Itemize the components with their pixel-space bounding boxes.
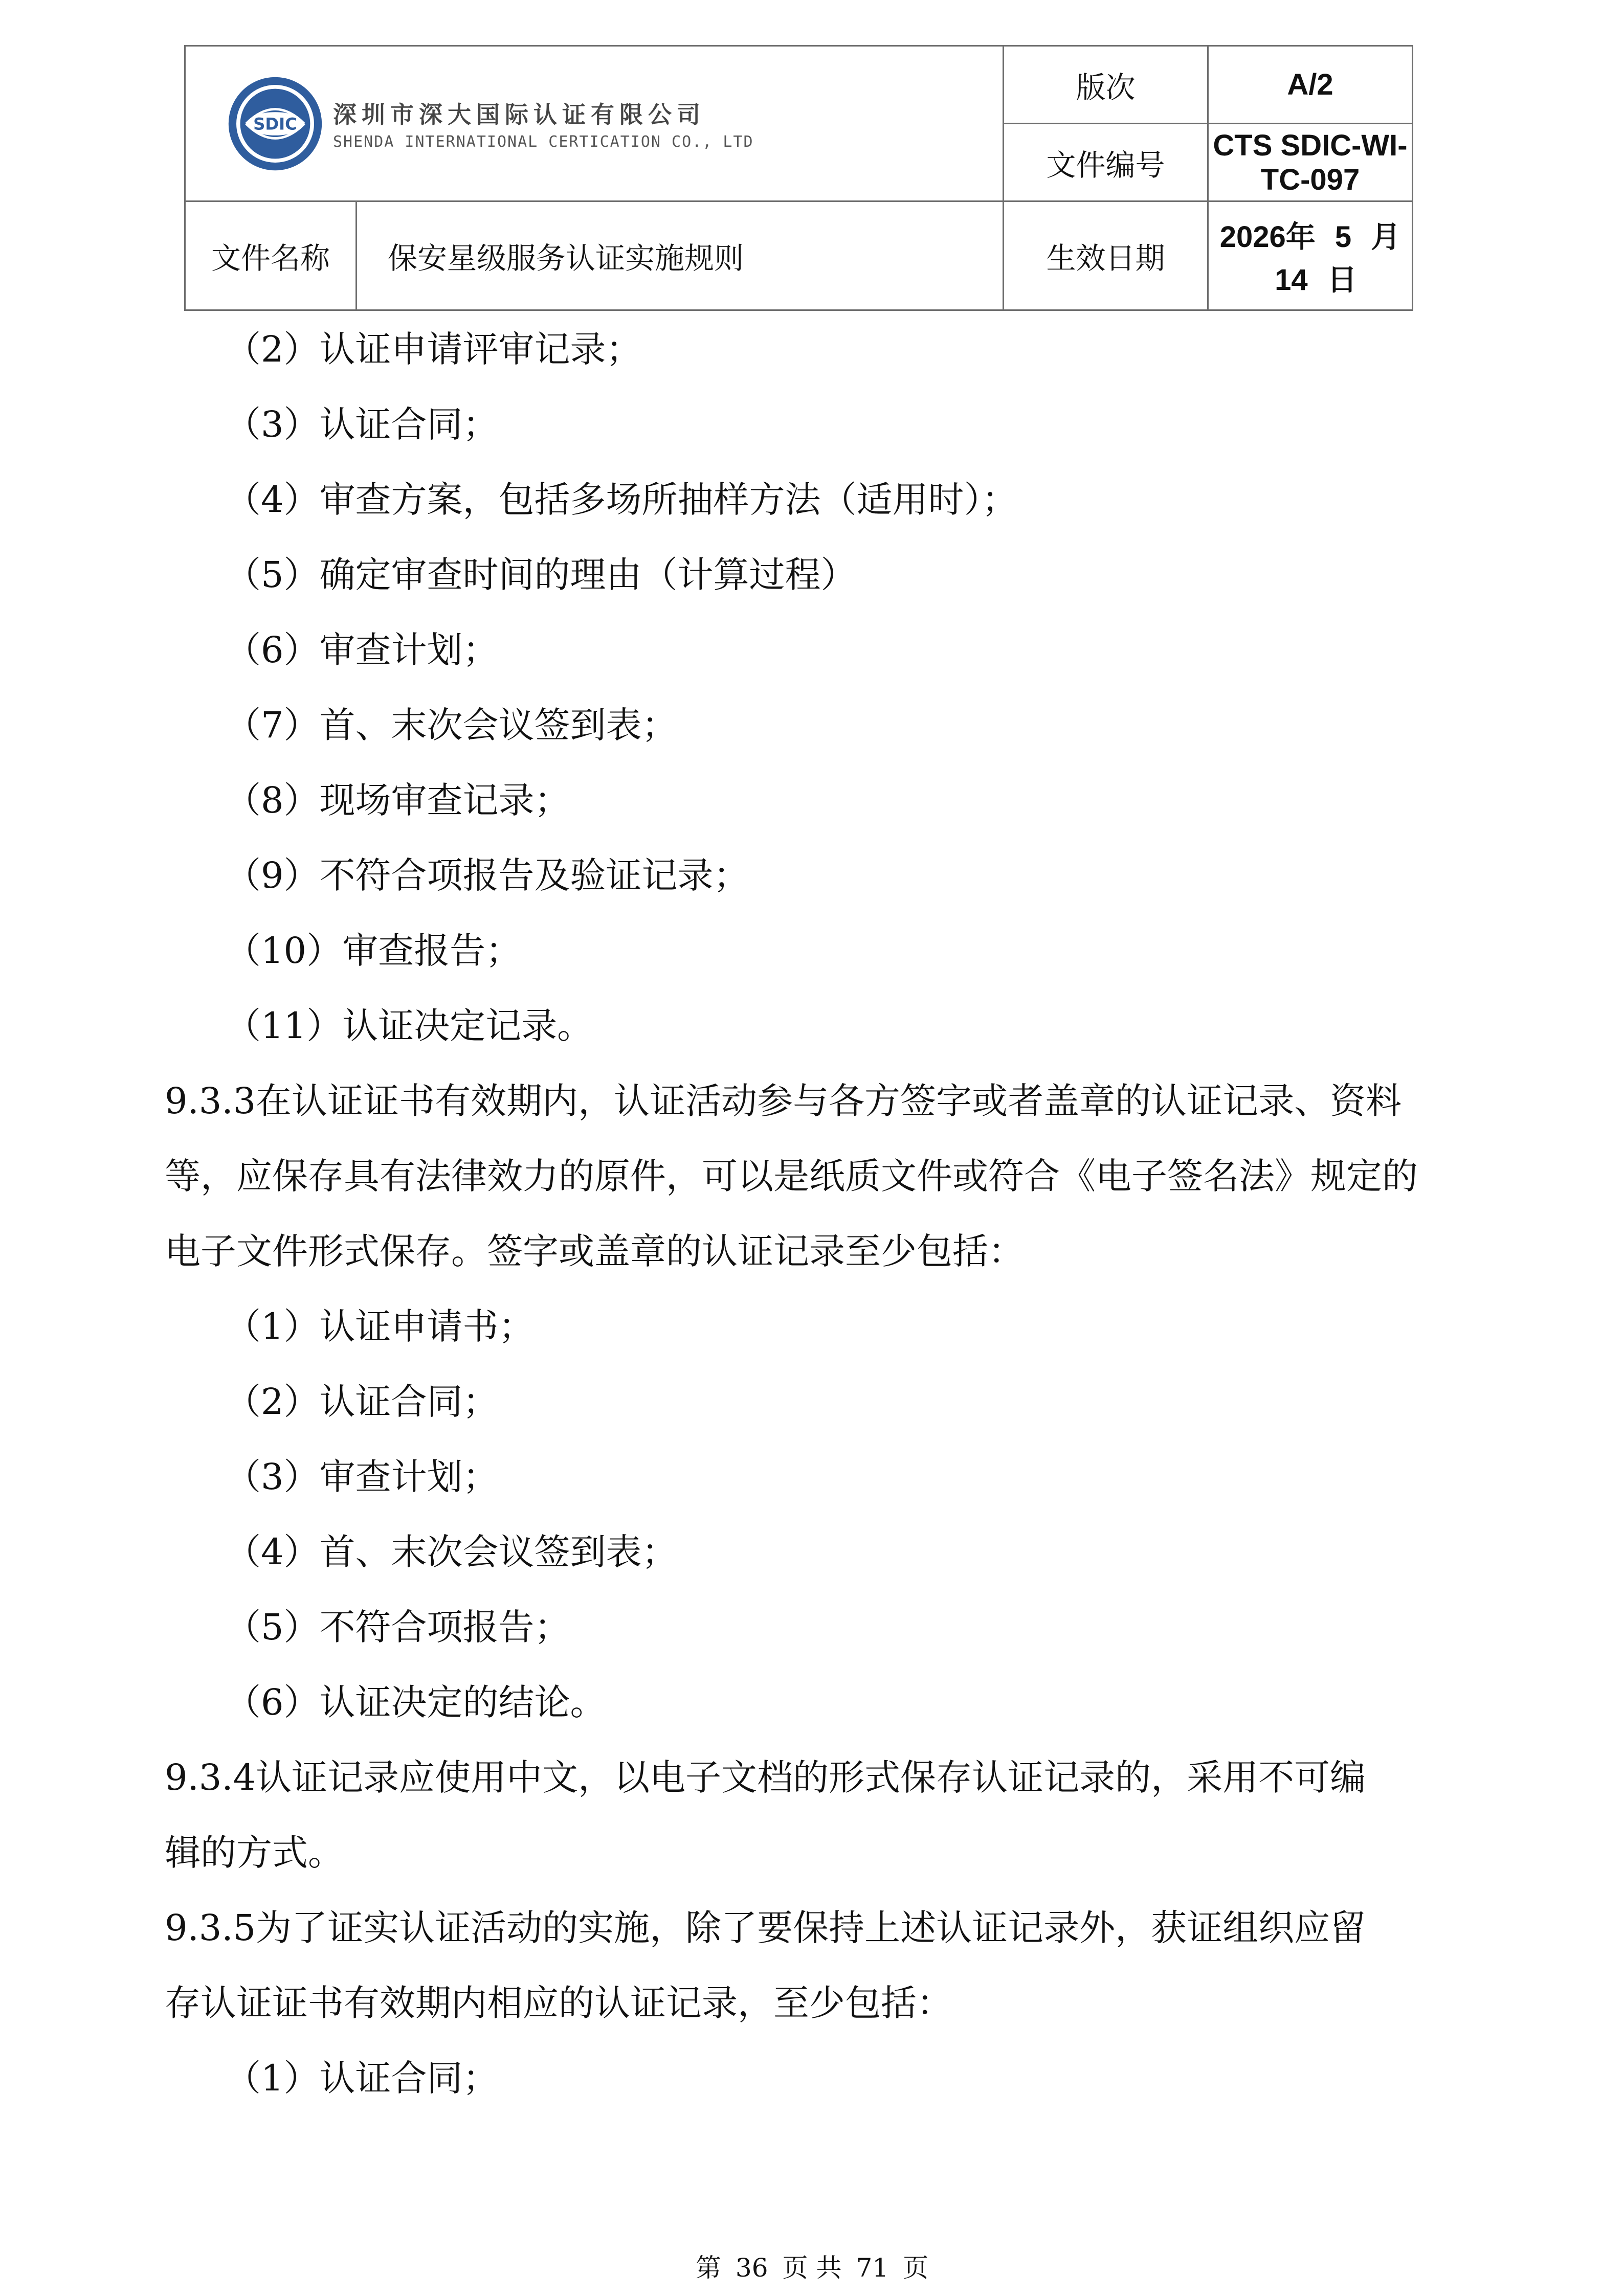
clause-9-3-5-line: 9.3.5为了证实认证活动的实施，除了要保持上述认证记录外，获证组织应留 <box>165 1907 1366 1949</box>
version-label: 版次 <box>1004 46 1208 124</box>
list-item: （2）认证合同； <box>225 1381 499 1423</box>
company-name-cn: 深圳市深大国际认证有限公司 <box>333 101 705 129</box>
list-item: （1）认证申请书； <box>225 1305 535 1347</box>
list-item: （4）审查方案，包括多场所抽样方法（适用时）； <box>225 479 1018 521</box>
list-item: （7）首、末次会议签到表； <box>225 704 678 746</box>
footer-total-pages: 71 <box>856 2253 889 2283</box>
list-item: （3）审查计划； <box>225 1456 499 1498</box>
footer-mid: 页 共 <box>782 2253 842 2283</box>
company-logo-cell <box>185 46 1004 201</box>
list-item: （6）审查计划； <box>225 629 499 671</box>
clause-9-3-5-line: 存认证证书有效期内相应的认证记录，至少包括： <box>165 1982 952 2024</box>
effective-month-unit: 月 <box>1371 220 1401 254</box>
effective-date-value <box>1208 201 1413 310</box>
effective-year: 2026年 <box>1219 220 1316 254</box>
clause-9-3-3-line: 电子文件形式保存。签字或盖章的认证记录至少包括： <box>165 1230 1024 1272</box>
list-item: （5）不符合项报告； <box>225 1606 570 1648</box>
effective-day: 14 <box>1275 263 1308 297</box>
clause-9-3-3-line: 9.3.3在认证证书有效期内，认证活动参与各方签字或者盖章的认证记录、资料 <box>165 1080 1402 1122</box>
footer-page-number: 36 <box>735 2253 768 2283</box>
logo-abbr: SDIC <box>253 114 297 133</box>
list-item: （10）审查报告； <box>225 930 522 972</box>
list-item: （5）确定审查时间的理由（计算过程） <box>225 554 857 596</box>
effective-date-label: 生效日期 <box>1004 201 1208 310</box>
list-item: （6）认证决定的结论。 <box>225 1681 606 1723</box>
effective-month: 5 <box>1334 220 1352 254</box>
file-number-label: 文件编号 <box>1004 124 1208 201</box>
footer-suffix: 页 <box>903 2253 929 2283</box>
file-number-value: CTS SDIC-WI-TC-097 <box>1208 124 1413 201</box>
version-value: A/2 <box>1208 46 1413 124</box>
footer-prefix: 第 <box>695 2253 721 2283</box>
list-item: （11）认证决定记录。 <box>225 1005 593 1047</box>
company-name-en: SHENDA INTERNATIONAL CERTICATION CO., LTD <box>333 133 754 151</box>
document-header-table <box>184 45 1413 311</box>
list-item: （1）认证合同； <box>225 2057 499 2099</box>
list-item: （9）不符合项报告及验证记录； <box>225 854 749 896</box>
company-seal-icon <box>227 75 324 172</box>
document-body <box>165 312 1474 2116</box>
page-footer <box>0 2247 1624 2284</box>
list-item: （4）首、末次会议签到表； <box>225 1531 678 1573</box>
clause-9-3-4-line: 9.3.4认证记录应使用中文，以电子文档的形式保存认证记录的，采用不可编 <box>165 1757 1366 1798</box>
list-item: （2）认证申请评审记录； <box>225 328 642 370</box>
list-item: （8）现场审查记录； <box>225 779 570 821</box>
clause-9-3-4-line: 辑的方式。 <box>165 1832 344 1874</box>
file-name-value: 保安星级服务认证实施规则 <box>357 201 1004 310</box>
clause-9-3-3-line: 等，应保存具有法律效力的原件，可以是纸质文件或符合《电子签名法》规定的 <box>165 1155 1418 1197</box>
file-name-label: 文件名称 <box>185 201 357 310</box>
effective-day-unit: 日 <box>1327 263 1357 297</box>
list-item: （3）认证合同； <box>225 403 499 445</box>
